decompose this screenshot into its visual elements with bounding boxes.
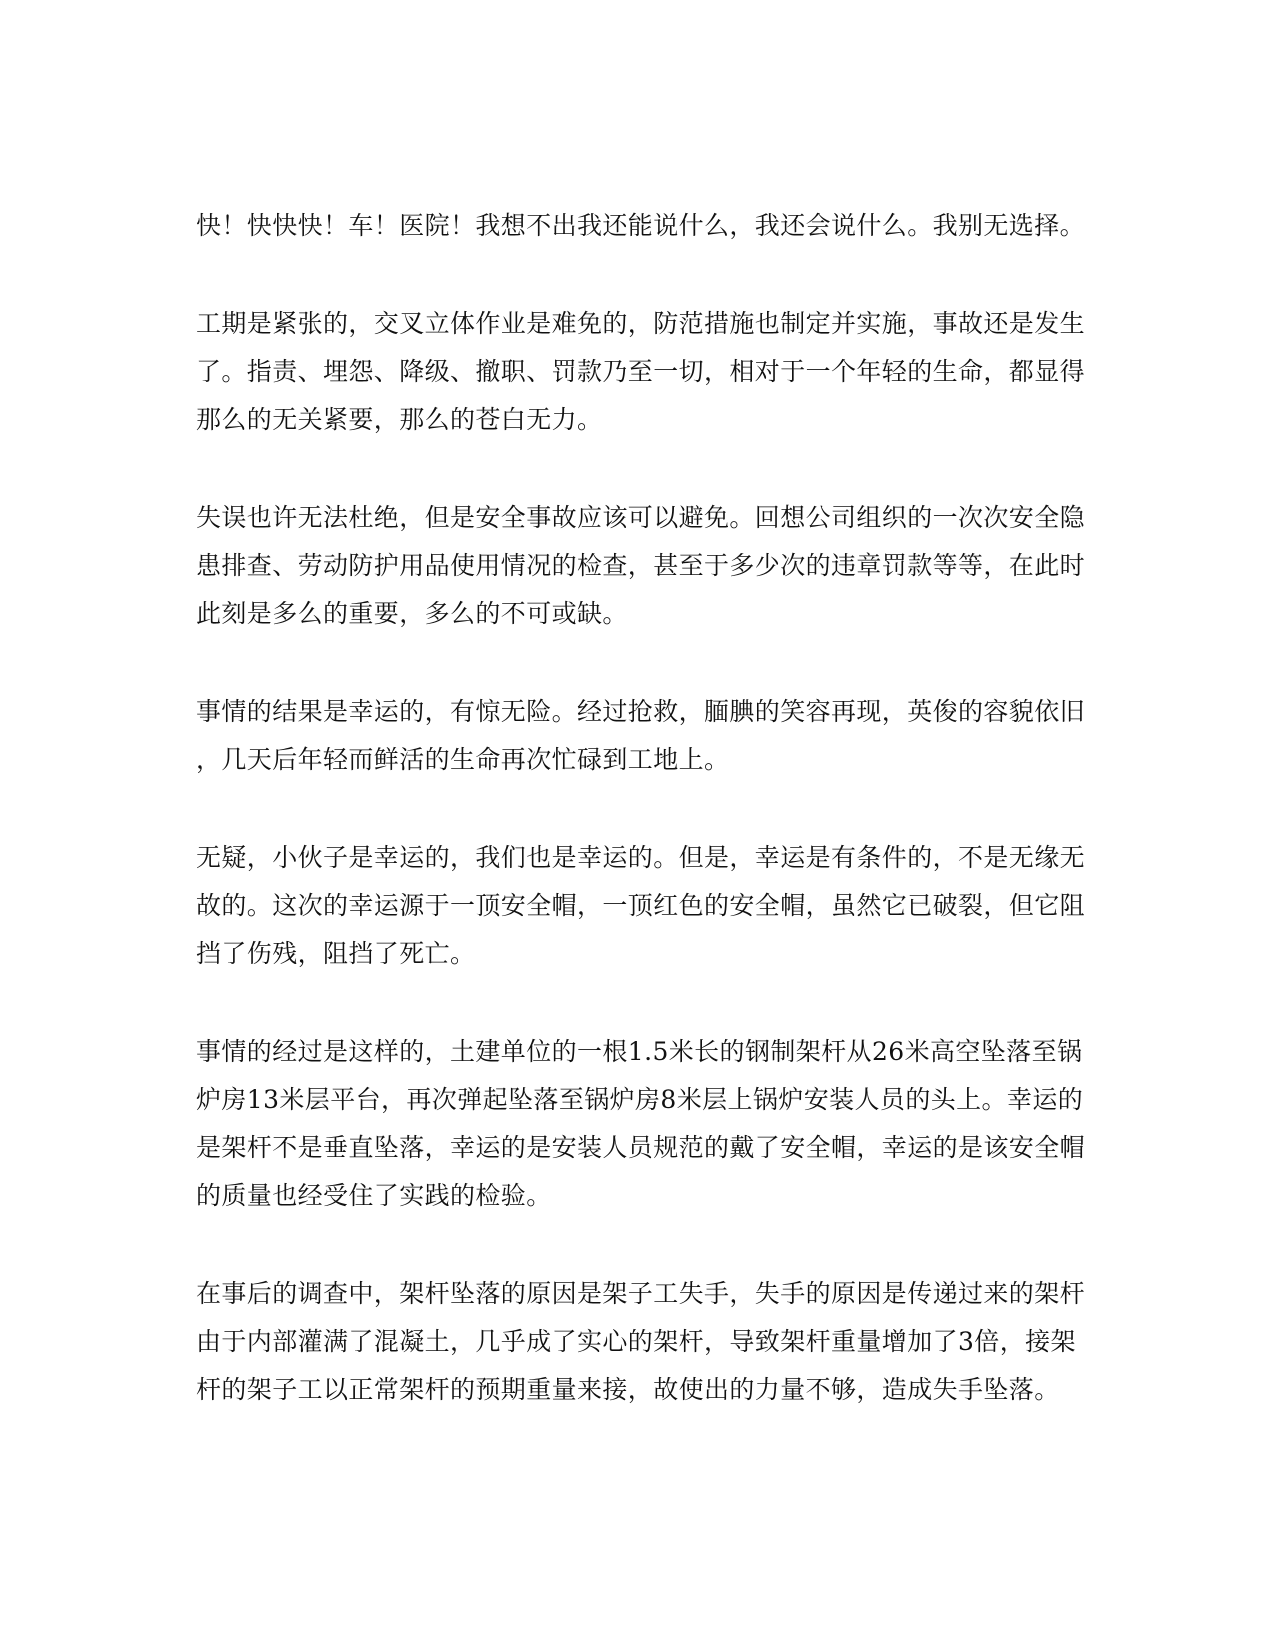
paragraph-6 <box>196 1028 1086 1220</box>
text-line: 了。指责、埋怨、降级、撤职、罚款乃至一切，相对于一个年轻的生命，都显得 <box>196 357 1086 386</box>
text-line: 的质量也经受住了实践的检验。 <box>196 1181 552 1210</box>
document-body <box>196 202 1086 1464</box>
text-line: 在事后的调查中，架杆坠落的原因是架子工失手，失手的原因是传递过来的架杆 <box>196 1279 1086 1308</box>
text-line: 故的。这次的幸运源于一顶安全帽，一顶红色的安全帽，虽然它已破裂，但它阻 <box>196 891 1086 920</box>
text-line: 工期是紧张的，交叉立体作业是难免的，防范措施也制定并实施，事故还是发生 <box>196 309 1086 338</box>
text-line: 快！快快快！车！医院！我想不出我还能说什么，我还会说什么。我别无选择。 <box>196 211 1086 240</box>
paragraph-5 <box>196 834 1086 978</box>
paragraph-4 <box>196 688 1086 784</box>
paragraph-3 <box>196 494 1086 638</box>
text-line: 那么的无关紧要，那么的苍白无力。 <box>196 405 603 434</box>
text-line: 是架杆不是垂直坠落，幸运的是安装人员规范的戴了安全帽，幸运的是该安全帽 <box>196 1133 1086 1162</box>
text-line: 此刻是多么的重要，多么的不可或缺。 <box>196 599 628 628</box>
text-line: 事情的经过是这样的，土建单位的一根1.5米长的钢制架杆从26米高空坠落至锅 <box>196 1037 1083 1066</box>
text-line: 由于内部灌满了混凝土，几乎成了实心的架杆，导致架杆重量增加了3倍，接架 <box>196 1327 1076 1356</box>
text-line: 挡了伤残，阻挡了死亡。 <box>196 939 476 968</box>
paragraph-1 <box>196 202 1086 250</box>
text-line: 失误也许无法杜绝，但是安全事故应该可以避免。回想公司组织的一次次安全隐 <box>196 503 1086 532</box>
text-line: ，几天后年轻而鲜活的生命再次忙碌到工地上。 <box>196 745 730 774</box>
paragraph-7 <box>196 1270 1086 1414</box>
text-line: 无疑，小伙子是幸运的，我们也是幸运的。但是，幸运是有条件的，不是无缘无 <box>196 843 1086 872</box>
text-line: 炉房13米层平台，再次弹起坠落至锅炉房8米层上锅炉安装人员的头上。幸运的 <box>196 1085 1084 1114</box>
text-line: 事情的结果是幸运的，有惊无险。经过抢救，腼腆的笑容再现，英俊的容貌依旧 <box>196 697 1086 726</box>
text-line: 杆的架子工以正常架杆的预期重量来接，故使出的力量不够，造成失手坠落。 <box>196 1375 1060 1404</box>
text-line: 患排查、劳动防护用品使用情况的检查，甚至于多少次的违章罚款等等，在此时 <box>196 551 1086 580</box>
paragraph-2 <box>196 300 1086 444</box>
